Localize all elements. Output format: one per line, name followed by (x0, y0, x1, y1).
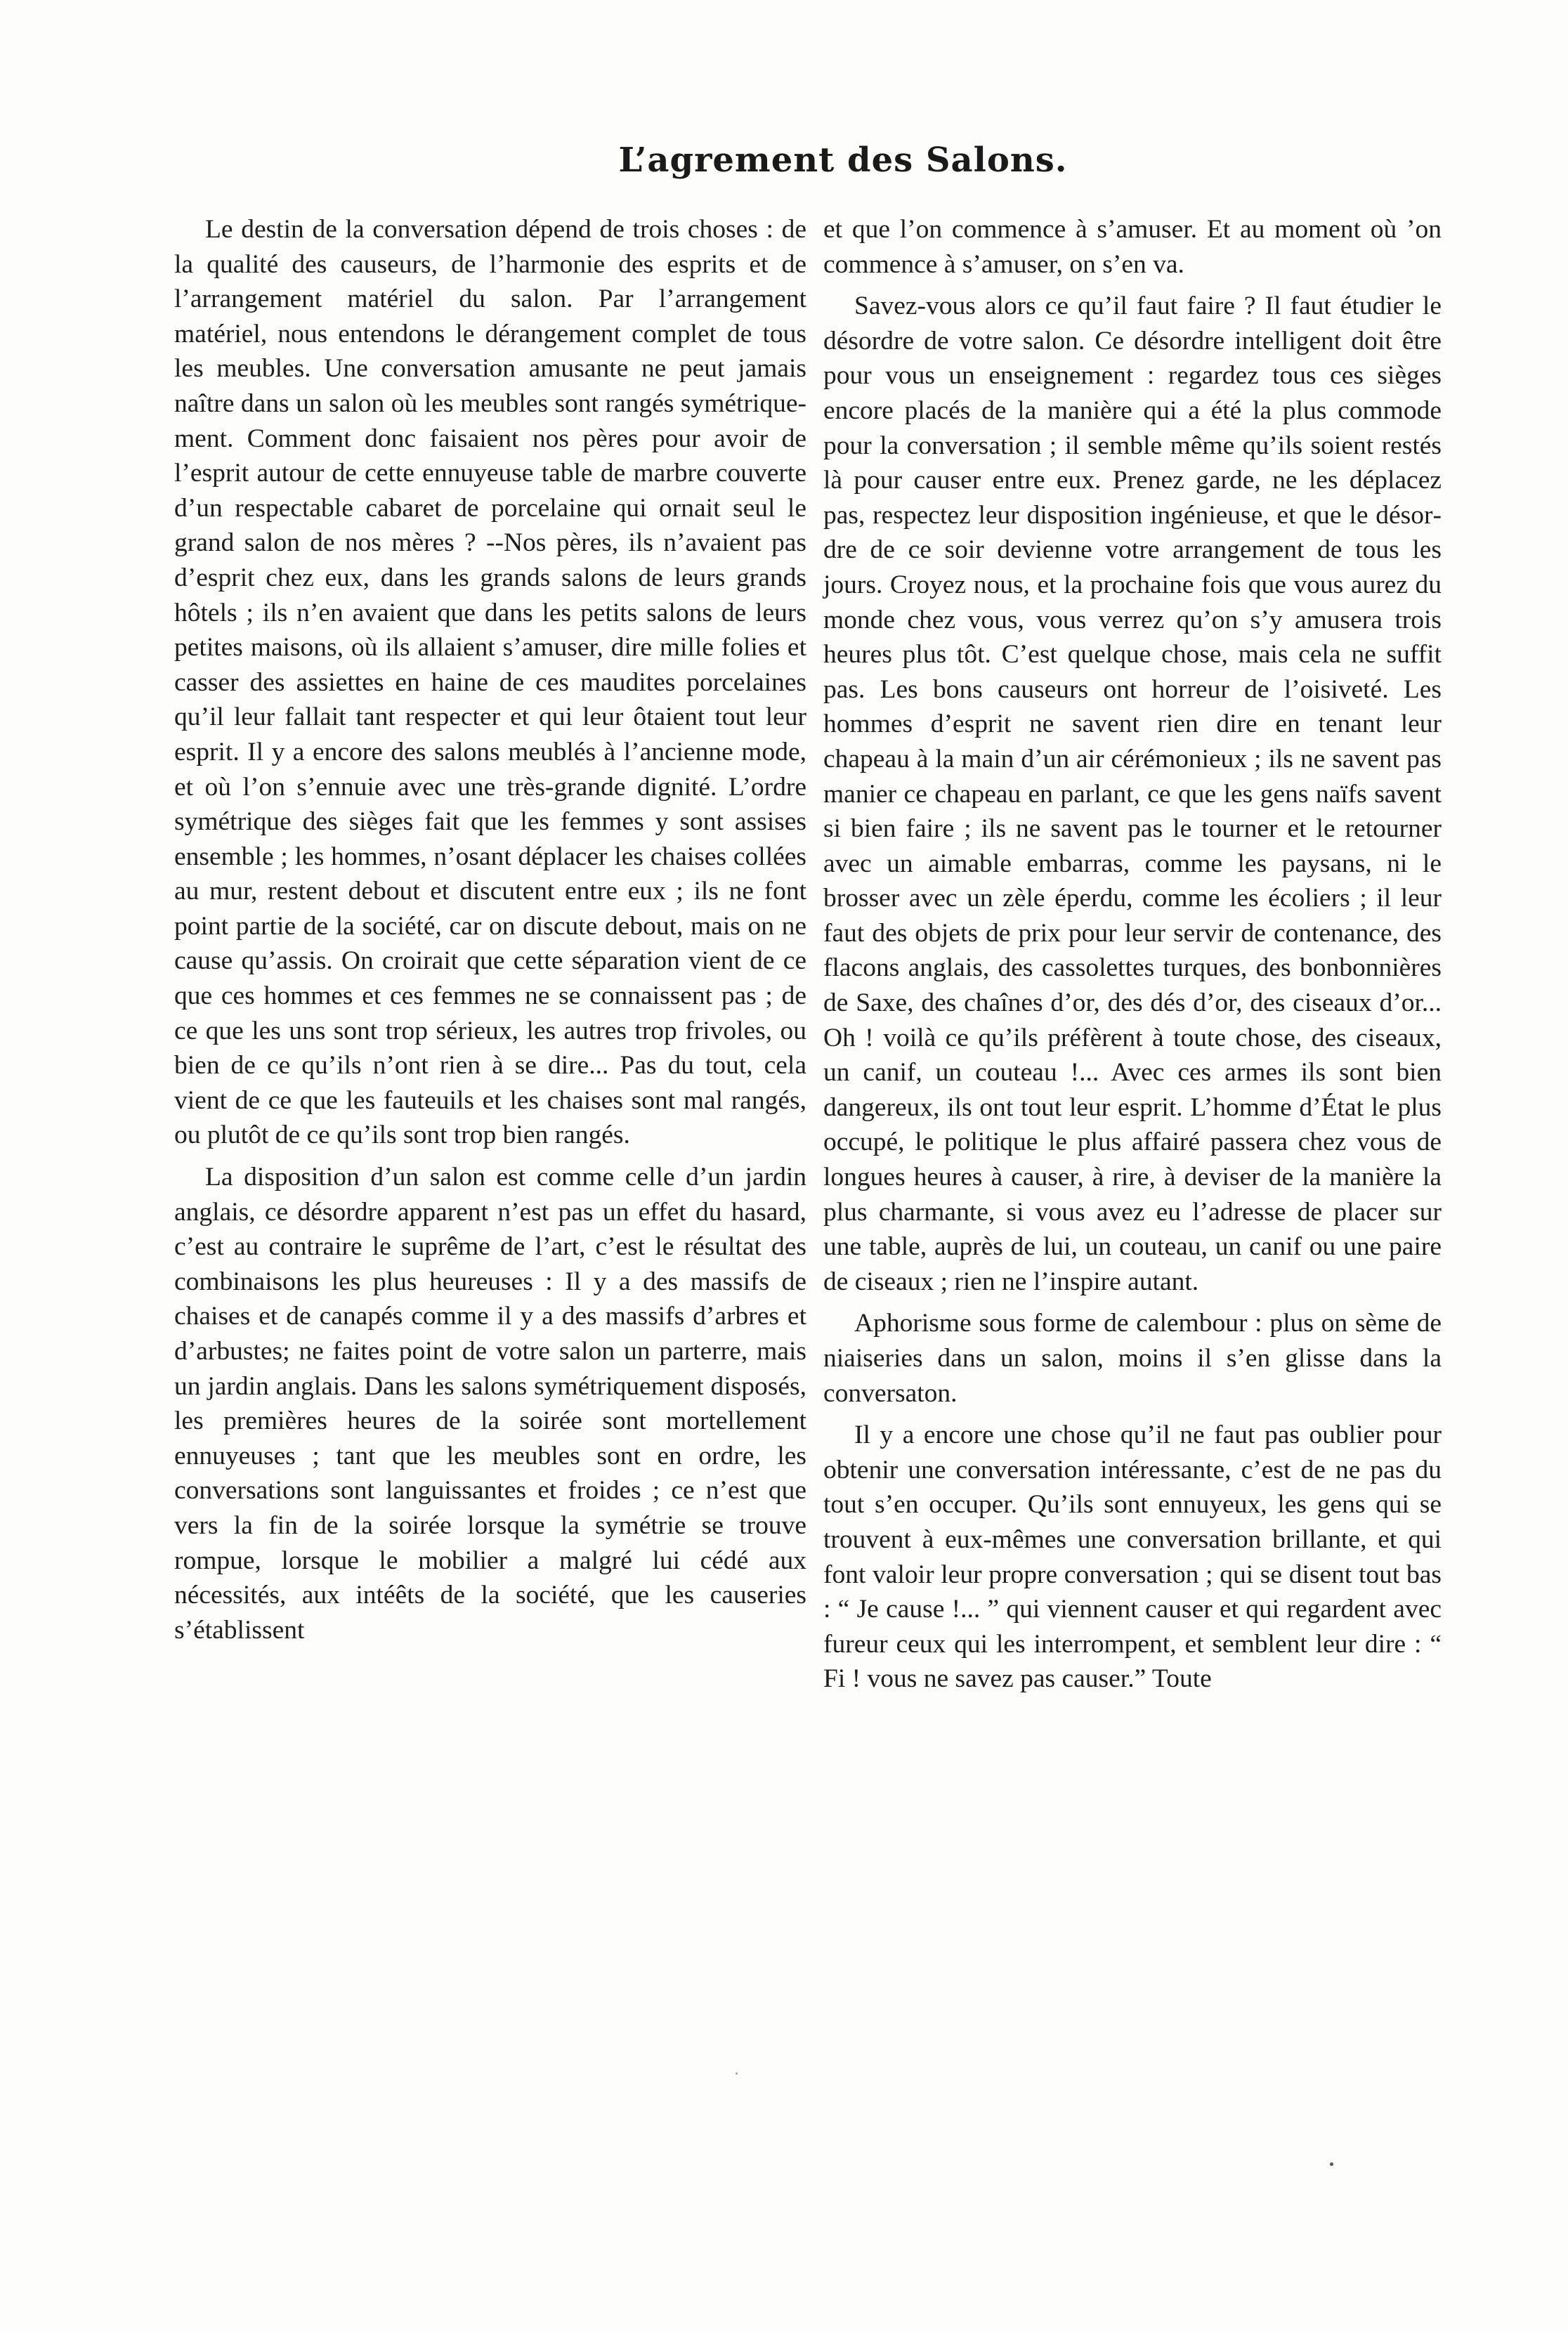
paragraph: La disposition d’un salon est comme celle d’un jardin anglais, ce désordre apparent n’est pas un effet du hasard, c’est au contraire le suprême de l’art, c’est le résultat des combinaisons les plus heureuses : Il y a des massifs de chaises et de canapés comme il y a des massifs d’arbres et d’arbustes; ne faites point de votre salon un parterre, mais un jardin anglais. Dans les salons symétriquement disposés, les premières heures de la soirée sont mortellement ennuyeuses ; tant que les meubles sont en ordre, les conversations sont languissantes et froides ; ce n’est que vers la fin de la soirée lorsque la symétrie se trouve rompue, lorsque le mobilier a malgré lui cédé aux nécessités, aux intéêts de la société, que les causeries s’établissent (174, 1163, 806, 1645)
paragraph: Il y a encore une chose qu’il ne faut pas oublier pour obtenir une conversation intéressante, c’est de ne pas du tout s’en occuper. Qu’ils sont ennuyeux, les gens qui se trouvent à eux-mêmes une conversation brillante, et qui font valoir leur propre conversation ; qui se disent tout bas : “ Je cause !... ” qui viennent causer et qui regardent avec fureur ceux qui les interrompent, et semblent leur dire : “ Fi ! vous ne savez pas causer.” Toute (823, 1421, 1442, 1694)
left-column (174, 212, 806, 1654)
article-title: L’agrement des Salons. (618, 141, 1068, 180)
paragraph: Savez-vous alors ce qu’il faut faire ? Il faut étudier le désordre de votre salon. Ce désordre intelligent doit être pour vous un enseignement : regardez tous ces sièges encore placés de la manière qui a été la plus commode pour la conversation ; il semble même qu’ils soient restés là pour causer entre eux. Prenez garde, ne les déplacez pas, respectez leur disposition ingénieuse, et que le désordre de ce soir devienne votre arrangement de tous les jours. Croyez nous, et la prochaine fois que vous aurez du monde chez vous, vous verrez qu’on s’y amusera trois heures plus tôt. C’est quelque chose, mais cela ne suffit pas. Les bons causeurs ont horreur de l’oisiveté. Les hommes d’esprit ne savent rien dire en tenant leur chapeau à la main d’un air cérémonieux ; ils ne savent pas manier ce chapeau en parlant, ce que les gens naïfs savent si bien faire ; ils ne savent pas le tourner et le retourner avec un aimable embarras, comme les paysans, ni le brosser avec un zèle éperdu, comme les écoliers ; il leur faut des objets de prix pour leur servir de contenance, des flacons anglais, des cassolettes turques, des bonbonnières de Saxe, des chaînes d’or, des dés d’or, des ciseaux d’or... Oh ! voilà ce qu’ils préfèrent à toute chose, des ciseaux, un canif, un couteau !... Avec ces armes ils sont bien dangereux, ils ont tout leur esprit. L’homme d’État le plus occupé, le politique le plus affairé passera chez vous de longues heures à causer, à rire, à deviser de la manière la plus charmante, si vous avez eu l’adresse de placer sur une table, auprès de lui, un couteau, un canif ou une paire de ciseaux ; rien ne l’inspire autant. (823, 292, 1442, 1296)
paragraph: Le destin de la conversation dépend de trois choses : de la qualité des causeurs, de l’harmonie des esprits et de l’arrangement matériel du salon. Par l’arrangement matériel, nous entendons le dérangement complet de tous les meubles. Une conversation amusante ne peut jamais naître dans un salon où les meubles sont rangés symétriquement. Comment donc faisaient nos pères pour avoir de l’esprit autour de cette ennuyeuse table de marbre couverte d’un respectable cabaret de porcelaine qui ornait seul le grand salon de nos mères ? --Nos pères, ils n’avaient pas d’esprit chez eux, dans les grands salons de leurs grands hôtels ; ils n’en avaient que dans les petits salons de leurs petites maisons, où ils allaient s’amuser, dire mille folies et casser des assiettes en haine de ces maudites porcelaines qu’il leur fallait tant respecter et qui leur ôtaient tout leur esprit. Il y a encore des salons meublés à l’ancienne mode, et où l’on s’ennuie avec une très-grande dignité. L’ordre symétrique des sièges fait que les femmes y sont assises ensemble ; les hommes, n’osant déplacer les chaises collées au mur, restent debout et discutent entre eux ; ils ne font point partie de la société, car on discute debout, mais on ne cause qu’assis. On croirait que cette séparation vient de ce que ces hommes et ces femmes ne se connaissent pas ; de ce que les uns sont trop sérieux, les autres trop frivoles, ou bien de ce qu’ils n’ont rien à se dire... Pas du tout, cela vient de ce que les fauteuils et les chaises sont mal rangés, ou plutôt de ce qu’ils sont trop bien rangés. (174, 215, 806, 1150)
paper-speck (736, 2072, 738, 2075)
paragraph: Aphorisme sous forme de calembour : plus on sème de niaiseries dans un salon, moins il s’en glisse dans la conversaton. (823, 1309, 1442, 1408)
paper-speck (1330, 2162, 1333, 2166)
paragraph: et que l’on commence à s’amuser. Et au moment où ’on commence à s’amuser, on s’en va. (823, 215, 1442, 279)
right-column (823, 212, 1442, 1704)
